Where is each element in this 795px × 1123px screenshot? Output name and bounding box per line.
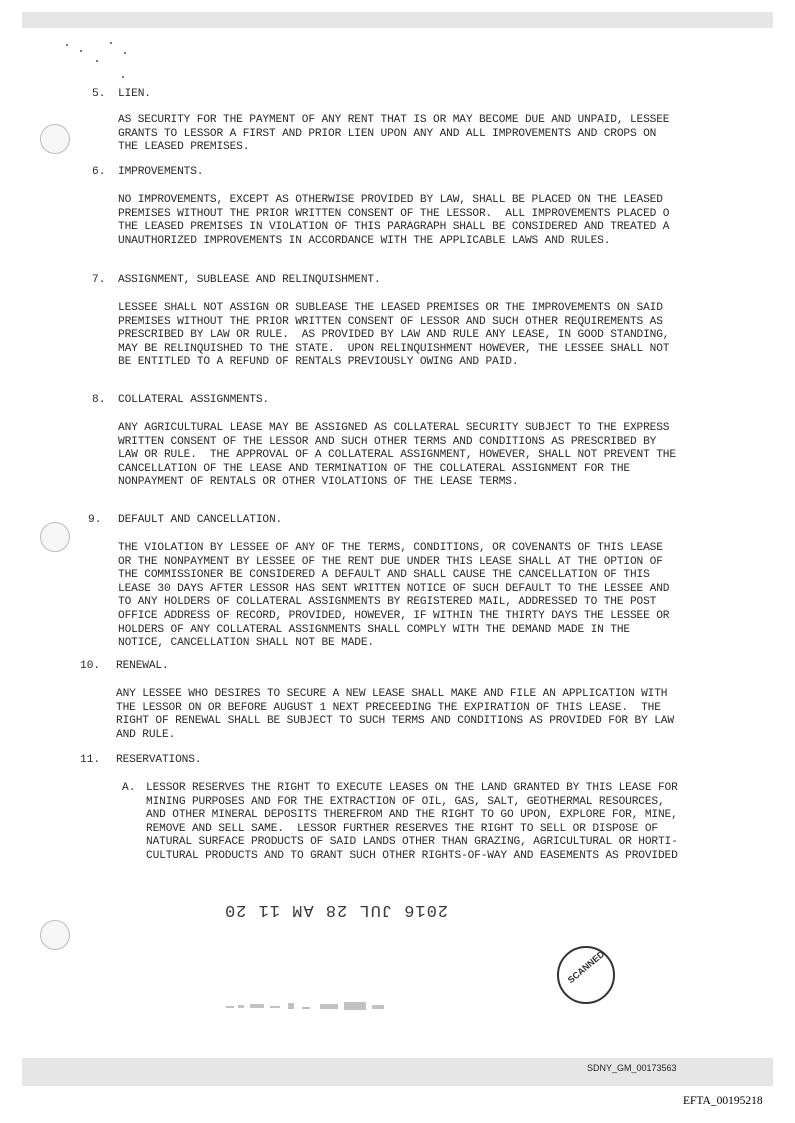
section-title: LIEN.: [118, 88, 151, 100]
received-date-stamp: 2016 JUL 28 AM 11 20: [224, 900, 449, 919]
section-title: RESERVATIONS.: [116, 754, 202, 766]
section-body: THE VIOLATION BY LESSEE OF ANY OF THE TERMS, CONDITIONS, OR COVENANTS OF THIS LEASE OR THE NONPAYMENT BY LESSEE OF THE RENT DUE UNDER THIS LEASE SHALL AT THE OPTION OF THE COMMISSIONER BE CONSIDERED A DEFAULT AND SHALL CAUSE THE CANCELLATION OF THIS LEASE 30 DAYS AFTER LESSOR HAS SENT WRITTEN NOTICE OF SUCH DEFAULT TO THE LESSEE AND TO ANY HOLDERS OF COLLATERAL ASSIGNMENTS BY REGISTERED MAIL, ADDRESSED TO THE POST OFFICE ADDRESS OF RECORD, PROVIDED, HOWEVER, IF WITHIN THE THIRTY DAYS THE LESSEE OR HOLDERS OF ANY COLLATERAL ASSIGNMENTS SHALL COMPLY WITH THE DEMAND MADE IN THE NOTICE, CANCELLATION SHALL NOT BE MADE.: [118, 542, 670, 650]
section-title: IMPROVEMENTS.: [118, 166, 204, 178]
section-title: RENEWAL.: [116, 660, 169, 672]
section-title: DEFAULT AND CANCELLATION.: [118, 514, 283, 526]
section-body: ANY LESSEE WHO DESIRES TO SECURE A NEW LEASE SHALL MAKE AND FILE AN APPLICATION WITH THE LESSOR ON OR BEFORE AUGUST 1 NEXT PRECEEDING THE EXPIRATION OF THIS LEASE. THE RIGHT OF RENEWAL SHALL BE SUBJECT TO SUCH TERMS AND CONDITIONS AS PROVIDED FOR BY LAW AND RULE.: [116, 688, 674, 741]
section-body: NO IMPROVEMENTS, EXCEPT AS OTHERWISE PROVIDED BY LAW, SHALL BE PLACED ON THE LEASED PREMISES WITHOUT THE PRIOR WRITTEN CONSENT OF THE LESSOR. ALL IMPROVEMENTS PLACED O THE LEASED PREMISES IN VIOLATION OF THIS PARAGRAPH SHALL BE CONSIDERED AND TREATED A UNAUTHORIZED IMPROVEMENTS IN ACCORDANCE WITH THE APPLICABLE LAWS AND RULES.: [118, 194, 670, 247]
scan-speck: [66, 44, 68, 46]
section-title: COLLATERAL ASSIGNMENTS.: [118, 394, 269, 406]
section-number: 6.: [92, 166, 106, 178]
scan-speck: [110, 42, 112, 44]
punch-hole-top: [40, 124, 70, 154]
scanned-seal: [557, 946, 615, 1004]
section-number: 10.: [80, 660, 101, 672]
section-body: AS SECURITY FOR THE PAYMENT OF ANY RENT THAT IS OR MAY BECOME DUE AND UNPAID, LESSEE GRANTS TO LESSOR A FIRST AND PRIOR LIEN UPON ANY AND ALL IMPROVEMENTS AND CROPS ON THE LEASED PREMISES.: [118, 114, 670, 154]
punch-hole-bottom: [40, 920, 70, 950]
section-title: ASSIGNMENT, SUBLEASE AND RELINQUISHMENT.: [118, 274, 381, 286]
section-number: 8.: [92, 394, 106, 406]
subsection-body: LESSOR RESERVES THE RIGHT TO EXECUTE LEASES ON THE LAND GRANTED BY THIS LEASE FOR MINING PURPOSES AND FOR THE EXTRACTION OF OIL, GAS, SALT, GEOTHERMAL RESOURCES, AND OTHER MINERAL DEPOSITS THEREFROM AND THE RIGHT TO GO UPON, EXPLORE FOR, MINE, REMOVE AND SELL SAME. LESSOR FURTHER RESERVES THE RIGHT TO SELL OR DISPOSE OF NATURAL SURFACE PRODUCTS OF SAID LANDS OTHER THAN GRAZING, AGRICULTURAL OR HORTI- CULTURAL PRODUCTS AND TO GRANT SUCH OTHER RIGHTS-OF-WAY AND EASEMENTS AS PROVIDED: [146, 782, 678, 862]
scan-speck: [122, 76, 124, 78]
subsection-label: A.: [122, 782, 136, 794]
scan-top-edge: [22, 12, 773, 28]
scan-speck: [80, 50, 82, 52]
scan-speck: [124, 52, 126, 54]
scan-speck: [96, 60, 98, 62]
section-number: 7.: [92, 274, 106, 286]
section-number: 11.: [80, 754, 101, 766]
section-body: ANY AGRICULTURAL LEASE MAY BE ASSIGNED AS COLLATERAL SECURITY SUBJECT TO THE EXPRESS WRITTEN CONSENT OF THE LESSOR AND SUCH OTHER TERMS AND CONDITIONS AS PRESCRIBED BY LAW OR RULE. THE APPROVAL OF A COLLATERAL ASSIGNMENT, HOWEVER, SHALL NOT PREVENT THE CANCELLATION OF THE LEASE AND TERMINATION OF THE COLLATERAL ASSIGNMENT FOR THE NONPAYMENT OF RENTALS OR OTHER VIOLATIONS OF THE LEASE TERMS.: [118, 422, 676, 489]
section-number: 9.: [88, 514, 102, 526]
scanned-seal-text: SCANNED: [565, 948, 607, 986]
efta-id: EFTA_00195218: [683, 1095, 763, 1107]
faint-smudge: [224, 998, 394, 1016]
document-id: SDNY_GM_00173563: [587, 1063, 677, 1073]
section-body: LESSEE SHALL NOT ASSIGN OR SUBLEASE THE LEASED PREMISES OR THE IMPROVEMENTS ON SAID PREMISES WITHOUT THE PRIOR WRITTEN CONSENT OF LESSOR AND SUCH OTHER REQUIREMENTS AS PRESCRIBED BY LAW OR RULE. AS PROVIDED BY LAW AND RULE ANY LEASE, IN GOOD STANDING, MAY BE RELINQUISHED TO THE STATE. UPON RELINQUISHMENT HOWEVER, THE LESSEE SHALL NOT BE ENTITLED TO A REFUND OF RENTALS PREVIOUSLY OWING AND PAID.: [118, 302, 670, 369]
punch-hole-middle: [40, 522, 70, 552]
section-number: 5.: [92, 88, 106, 100]
